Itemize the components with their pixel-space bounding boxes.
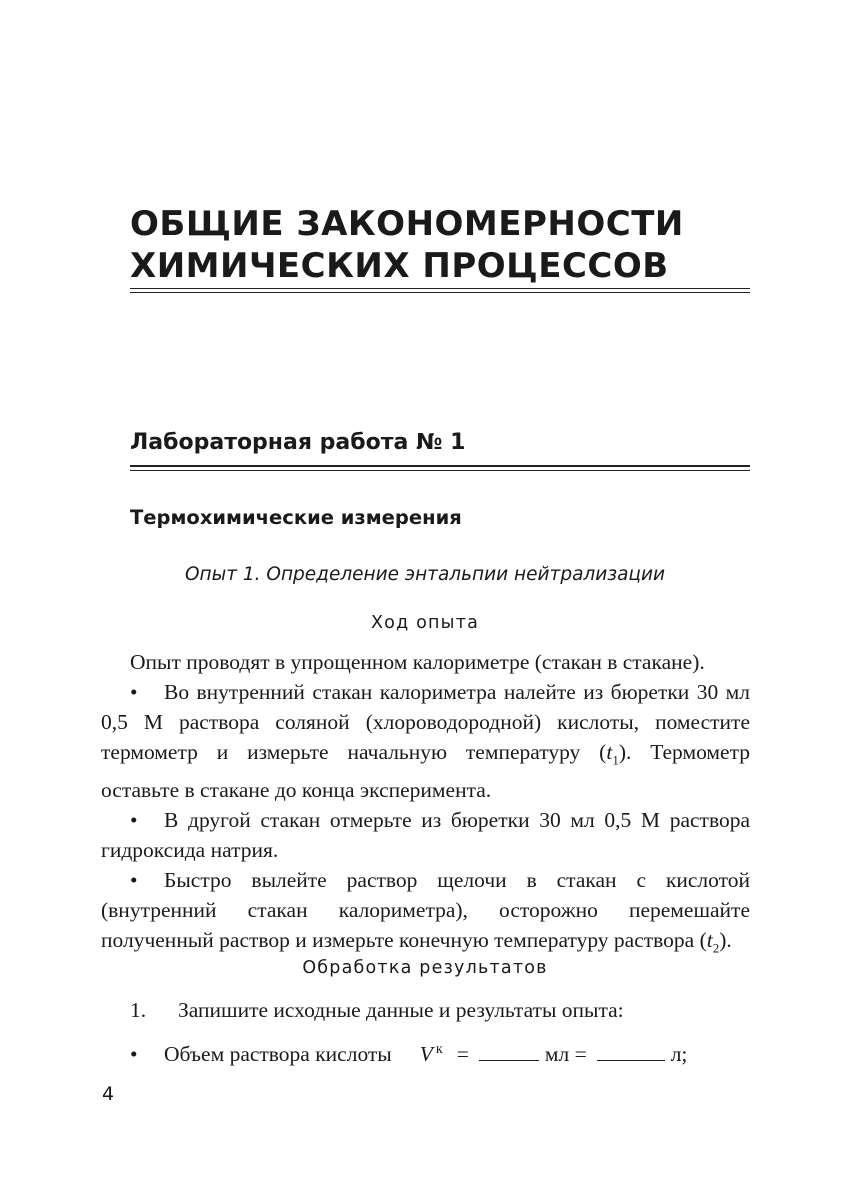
bullet-icon: • (130, 1042, 138, 1067)
procedure-step-3: • Быстро вылейте раствор щелочи в стакан с кислотой (внутренний стакан калориметра), осторожно перемешайте полученный раствор и измерьте конечную температуру раствора $(t_2)$. (101, 865, 750, 963)
results-list (130, 990, 750, 1074)
chapter-title (130, 203, 770, 287)
procedure-step-1: • Во внутренний стакан калориметра налейте из бюретки 30 мл 0,5 М раствора соляной (хлороводородной) кислоты, поместите термометр и измерьте начальную температуру $(t_1)$. Термометр оставьте в стакане до конца эксперимента. (101, 677, 750, 805)
volume-variable: V $^к$ (419, 1042, 443, 1067)
page-number: 4 (102, 1083, 115, 1105)
chapter-rule-top (130, 288, 750, 289)
procedure-heading: Ход опыта (370, 613, 480, 633)
chapter-title-line-2: ХИМИЧЕСКИХ ПРОЦЕССОВ (130, 246, 669, 286)
results-heading: Обработка результатов (302, 958, 548, 978)
bullet-icon: • (130, 680, 138, 704)
acid-volume-label: Объем раствора кислоты (164, 1042, 392, 1067)
bullet-icon: • (130, 868, 138, 893)
procedure-intro: Опыт проводят в упрощенном калориметре (стакан в стакане). (130, 650, 705, 674)
section-title: Термохимические измерения (130, 506, 462, 529)
item-number: 1. (130, 998, 147, 1022)
bullet-icon: • (130, 808, 138, 833)
lab-rule-thin (130, 470, 750, 471)
chapter-rule-bottom (130, 292, 750, 293)
lab-title: Лабораторная работа № 1 (130, 430, 466, 455)
procedure-text (101, 647, 750, 964)
results-item-acid-volume: • Объем раствора кислоты V $^к$ = мл = л; (130, 1030, 750, 1074)
experiment-title: Опыт 1. Определение энтальпии нейтрализации (184, 564, 666, 585)
lab-rule-thick (130, 465, 750, 467)
chapter-title-line-1: ОБЩИЕ ЗАКОНОМЕРНОСТИ (130, 204, 684, 244)
results-item-1 (130, 990, 750, 1030)
acid-volume-l-blank[interactable] (597, 1044, 665, 1061)
acid-volume-ml-blank[interactable] (479, 1044, 539, 1061)
item-text: Запишите исходные данные и результаты опыта: (178, 998, 624, 1022)
procedure-step-2: • В другой стакан отмерьте из бюретки 30 мл 0,5 М раствора гидроксида натрия. (101, 805, 750, 865)
